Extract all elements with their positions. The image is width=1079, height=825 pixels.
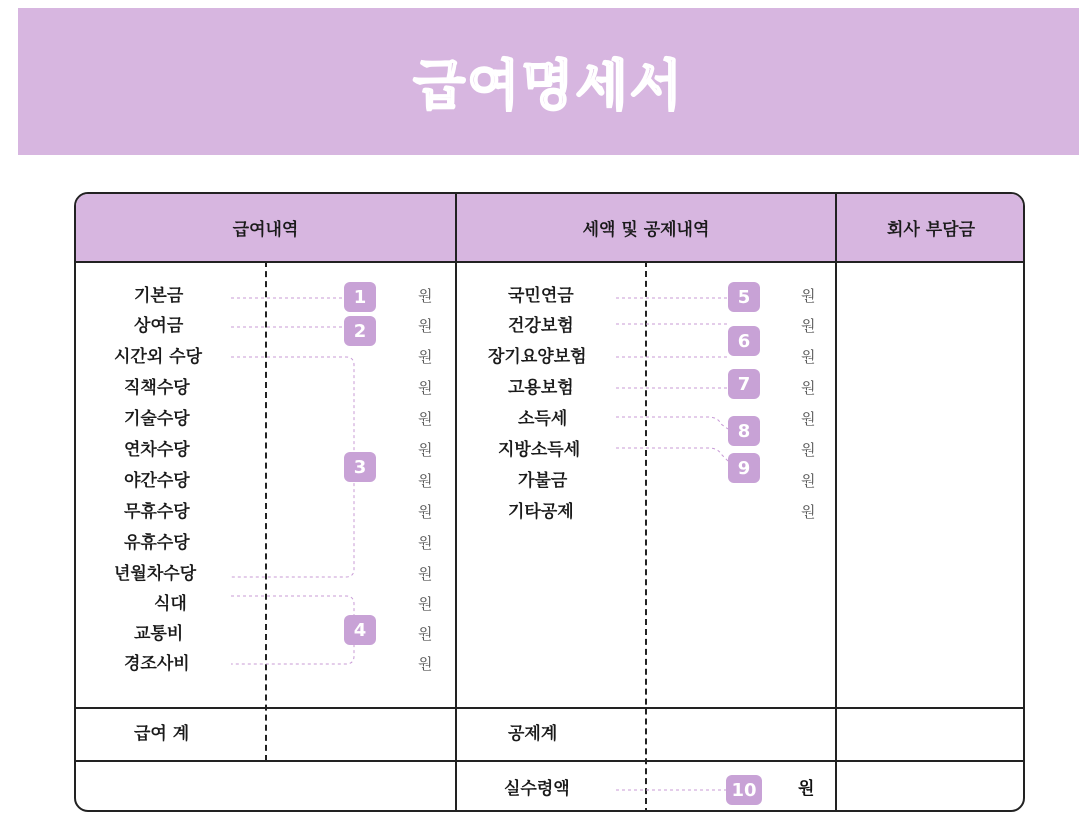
page-title: 급여명세서 bbox=[413, 54, 684, 117]
header-deduction: 세액 및 공제내역 bbox=[582, 220, 710, 240]
unit-won: 원 bbox=[418, 565, 433, 583]
deduction-item-label: 기타공제 bbox=[508, 502, 574, 522]
pay-item-label: 무휴수당 bbox=[124, 502, 190, 522]
deduction-item-label: 소득세 bbox=[518, 409, 568, 429]
unit-won: 원 bbox=[418, 655, 433, 673]
deduction-item-label: 국민연금 bbox=[508, 286, 574, 306]
deduction-item-label: 가불금 bbox=[518, 471, 568, 491]
badge-5: 5 bbox=[728, 282, 760, 312]
badge-10: 10 bbox=[726, 775, 762, 805]
pay-item-label: 식대 bbox=[154, 594, 187, 614]
unit-won: 원 bbox=[418, 472, 433, 490]
pay-item-label: 연차수당 bbox=[124, 440, 190, 460]
pay-item-label: 경조사비 bbox=[124, 654, 190, 674]
unit-won: 원 bbox=[801, 317, 816, 335]
badge-8: 8 bbox=[728, 416, 760, 446]
pay-total-label: 급여 계 bbox=[134, 724, 190, 744]
unit-won: 원 bbox=[418, 625, 433, 643]
badge-9: 9 bbox=[728, 453, 760, 483]
unit-won: 원 bbox=[418, 410, 433, 428]
unit-won: 원 bbox=[418, 534, 433, 552]
pay-item-label: 직책수당 bbox=[124, 378, 190, 398]
unit-won: 원 bbox=[801, 441, 816, 459]
title-banner bbox=[18, 8, 1079, 155]
pay-item-label: 시간외 수당 bbox=[114, 347, 203, 367]
badge-2: 2 bbox=[344, 316, 376, 346]
unit-won: 원 bbox=[418, 379, 433, 397]
deduction-item-label: 고용보험 bbox=[508, 378, 574, 398]
unit-won: 원 bbox=[418, 317, 433, 335]
header-company: 회사 부담금 bbox=[886, 220, 976, 240]
unit-won: 원 bbox=[801, 379, 816, 397]
pay-item-label: 년월차수당 bbox=[114, 564, 197, 584]
unit-won: 원 bbox=[418, 348, 433, 366]
badge-7: 7 bbox=[728, 369, 760, 399]
deduction-total-label: 공제계 bbox=[508, 724, 558, 744]
pay-item-label: 야간수당 bbox=[124, 471, 190, 491]
unit-won: 원 bbox=[418, 595, 433, 613]
badge-3: 3 bbox=[344, 452, 376, 482]
pay-item-label: 교통비 bbox=[134, 624, 184, 644]
unit-won: 원 bbox=[801, 287, 816, 305]
badge-6: 6 bbox=[728, 326, 760, 356]
pay-item-label: 기본금 bbox=[134, 286, 184, 306]
deduction-item-label: 지방소득세 bbox=[498, 440, 581, 460]
deduction-item-label: 장기요양보험 bbox=[488, 347, 587, 367]
pay-item-label: 상여금 bbox=[134, 316, 184, 336]
unit-won: 원 bbox=[801, 410, 816, 428]
unit-won: 원 bbox=[801, 503, 816, 521]
badge-4: 4 bbox=[344, 615, 376, 645]
unit-won: 원 bbox=[418, 441, 433, 459]
payslip-table bbox=[74, 192, 1025, 812]
pay-item-label: 유휴수당 bbox=[124, 533, 190, 553]
badge-1: 1 bbox=[344, 282, 376, 312]
unit-won: 원 bbox=[801, 472, 816, 490]
unit-won: 원 bbox=[418, 287, 433, 305]
net-pay-label: 실수령액 bbox=[504, 779, 570, 799]
deduction-item-label: 건강보험 bbox=[508, 316, 574, 336]
net-pay-unit: 원 bbox=[798, 779, 815, 799]
unit-won: 원 bbox=[801, 348, 816, 366]
pay-item-label: 기술수당 bbox=[124, 409, 190, 429]
unit-won: 원 bbox=[418, 503, 433, 521]
header-pay: 급여내역 bbox=[232, 220, 299, 240]
